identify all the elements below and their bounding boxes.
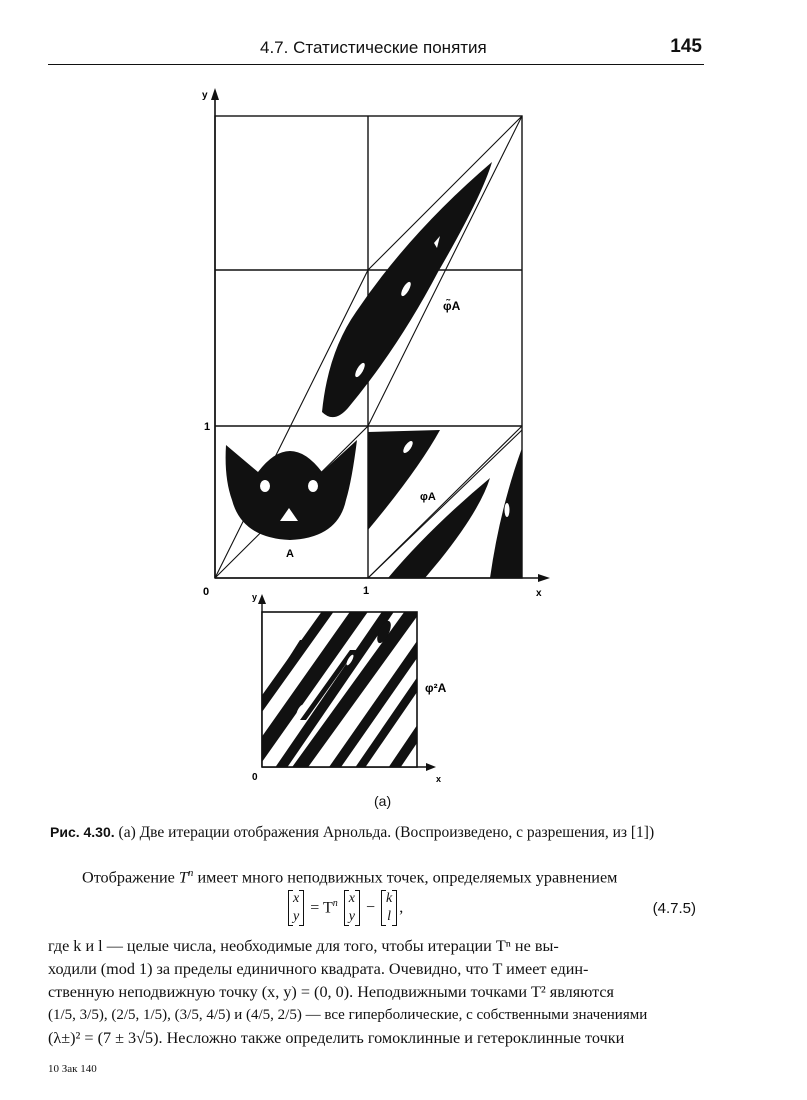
arnold-map-figure: [0, 70, 807, 800]
y-axis-label: y: [202, 90, 208, 101]
label-tilde-phiA: φ̃A: [443, 299, 461, 313]
para1-text-b: имеет много неподвижных точек, определяемых уравнением: [193, 868, 618, 887]
inset-y-label: y: [252, 592, 258, 602]
para2-line-2: ходили (mod 1) за пределы единичного квадрата. Очевидно, что T имеет един-: [48, 960, 589, 978]
y-axis-arrow: [211, 88, 219, 100]
running-head: [48, 36, 704, 65]
vector-xy-left: [288, 890, 304, 926]
eq-equals-T: [310, 898, 338, 917]
eq-equals: = T: [310, 899, 333, 917]
subfigure-label: (a): [374, 793, 392, 809]
paragraph-intro: [82, 862, 617, 889]
x-axis-arrow: [538, 574, 550, 582]
inset-zero: 0: [252, 772, 258, 783]
phi2A-stripes: [230, 600, 492, 780]
x-axis-label: x: [536, 588, 542, 599]
inset-x-label: x: [436, 774, 442, 784]
section-title: 4.7. Статистические понятия: [260, 38, 487, 57]
para2-line-5: (λ±)² = (7 ± 3√5). Несложно также определить гомоклинные и гетероклинные точки: [48, 1029, 625, 1047]
figure-caption: [50, 824, 654, 842]
tick-one-y: 1: [204, 421, 211, 433]
para2-line-4: (1/5, 3/5), (2/5, 1/5), (3/5, 4/5) и (4/5, 2/5) — все гиперболические, с собственными значениями: [48, 1007, 648, 1023]
phiA-hole-2: [505, 503, 510, 517]
stretched-cat-tilde-phiA: [322, 162, 492, 417]
equation-4-7-5: [288, 890, 708, 934]
cat-face-A: [226, 440, 357, 540]
vector-kl: [381, 890, 397, 926]
para1-text-a: Отображение: [82, 868, 179, 887]
para2-line-3: ственную неподвижную точку (x, y) = (0, 0). Неподвижными точками T² являются: [48, 983, 614, 1001]
page-number: 145: [670, 36, 702, 57]
footer-note: 10 Зак 140: [48, 1063, 97, 1075]
para1-sup: n: [187, 867, 194, 879]
inset-y-arrow: [258, 594, 266, 604]
equation-number: (4.7.5): [652, 900, 696, 917]
tick-zero: 0: [203, 586, 210, 598]
eq-minus: −: [365, 899, 375, 916]
vector-xy-right: [344, 890, 360, 926]
label-phiA: φA: [420, 491, 436, 503]
eq-sup-n: n: [332, 898, 338, 910]
label-phi2A: φ²A: [425, 681, 447, 695]
eq-l: l: [387, 909, 392, 924]
para1-T: T: [178, 868, 188, 887]
eq-y-2: y: [348, 909, 355, 924]
label-A: A: [286, 548, 294, 560]
caption-text: (а) Две итерации отображения Арнольда. (Воспроизведено, с разрешения, из [1]): [114, 824, 655, 841]
tick-one-x: 1: [363, 585, 370, 597]
eq-k: k: [385, 891, 393, 906]
eq-x: x: [293, 891, 300, 906]
eq-x-2: x: [348, 891, 355, 906]
paragraph-fixed-points: [48, 935, 708, 1050]
caption-label: Рис. 4.30.: [50, 824, 115, 840]
eq-y: y: [293, 909, 300, 924]
inset-x-arrow: [426, 763, 436, 771]
eq-comma: ,: [399, 899, 404, 916]
para2-line-1: где k и l — целые числа, необходимые для того, чтобы итерации Tⁿ не вы-: [48, 937, 559, 955]
